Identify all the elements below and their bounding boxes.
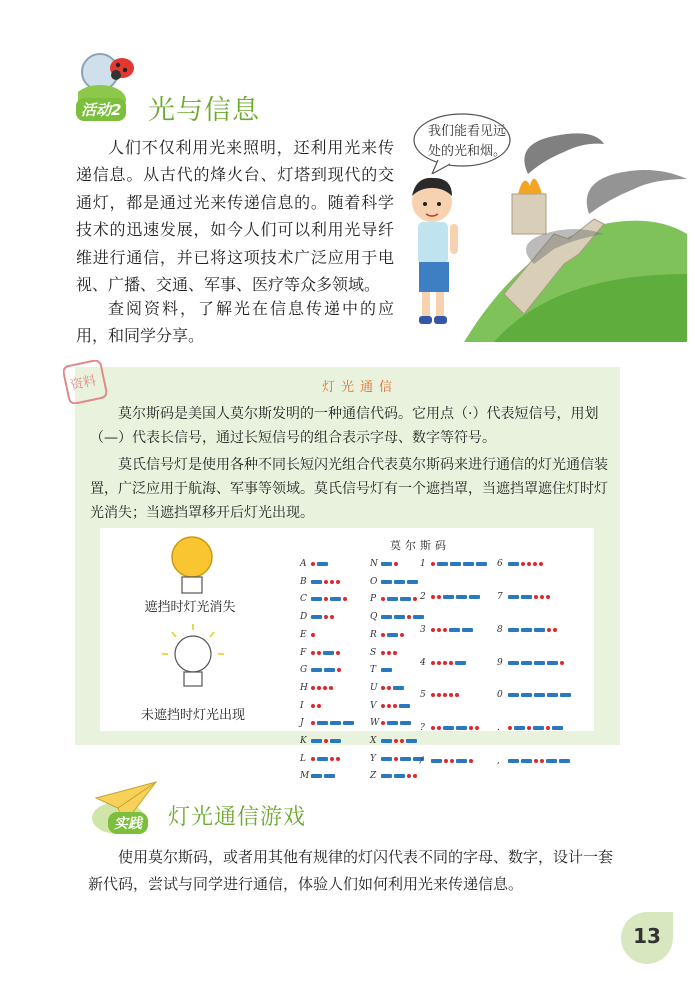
morse-char: H — [300, 682, 308, 693]
morse-dot — [343, 597, 347, 601]
morse-dash — [393, 686, 404, 690]
morse-dot — [469, 726, 473, 730]
morse-dash — [560, 693, 571, 697]
morse-dot — [311, 704, 315, 708]
morse-char: 4 — [420, 657, 426, 668]
morse-dot — [324, 597, 328, 601]
morse-code — [508, 562, 543, 566]
morse-dash — [394, 774, 405, 778]
morse-dash — [394, 615, 405, 619]
morse-char: O — [370, 576, 378, 587]
morse-code — [311, 615, 334, 619]
morse-dot — [324, 580, 328, 584]
morse-dash — [534, 693, 545, 697]
morse-code — [508, 726, 563, 730]
morse-dot — [437, 661, 441, 665]
morse-entry — [300, 751, 340, 767]
activity-paragraph-1: 人们不仅利用光来照明，还利用光来传递信息。从古代的烽火台、灯塔到现代的交通灯，都是通过光来传递信息的。随着科学技术的迅速发展，如今人们可以利用光导纤维进行通信，并已将这项技术广泛应用于电视、广播、交通、军事、医疗等众多领域。 — [76, 138, 394, 295]
morse-code — [381, 686, 404, 690]
lamp-uncovered-icon — [158, 620, 228, 696]
morse-entry — [420, 556, 487, 572]
morse-code — [381, 651, 397, 655]
morse-entry — [300, 645, 340, 661]
morse-char: W — [370, 718, 380, 729]
morse-dash — [317, 757, 328, 761]
morse-entry — [300, 698, 321, 714]
activity-title: 光与信息 — [148, 95, 260, 126]
info-paragraph-1: 莫尔斯码是美国人莫尔斯发明的一种通信代码。它用点（·）代表短信号，用划（—）代表长信号，通过长短信号的组合表示字母、数字等符号。 — [90, 406, 599, 446]
morse-dot — [394, 757, 398, 761]
morse-dash — [552, 726, 563, 730]
morse-dash — [547, 693, 558, 697]
morse-char: / — [420, 756, 424, 767]
morse-char: J — [300, 718, 304, 729]
morse-dot — [387, 704, 391, 708]
morse-dot — [431, 661, 435, 665]
lamp-covered-label: 遮挡时灯光消失 — [144, 600, 236, 615]
morse-entry — [420, 753, 473, 769]
morse-code — [381, 633, 404, 637]
morse-char: E — [300, 629, 307, 640]
morse-dash — [443, 595, 454, 599]
morse-dot — [393, 651, 397, 655]
morse-dash — [521, 595, 532, 599]
morse-dot — [547, 628, 551, 632]
morse-dash — [508, 693, 519, 697]
morse-dot — [381, 721, 385, 725]
morse-dash — [330, 739, 341, 743]
morse-dash — [534, 628, 545, 632]
morse-code — [311, 668, 341, 672]
morse-dot — [533, 562, 537, 566]
morse-dash — [387, 633, 398, 637]
morse-dot — [317, 704, 321, 708]
morse-char: I — [300, 700, 304, 711]
morse-entry — [300, 662, 341, 678]
morse-entry — [370, 627, 404, 643]
morse-entry — [497, 687, 571, 703]
morse-entry — [420, 622, 473, 638]
morse-dot — [329, 686, 333, 690]
morse-dash — [324, 668, 335, 672]
morse-dash — [508, 595, 519, 599]
morse-code — [431, 628, 473, 632]
morse-char: Z — [370, 771, 377, 782]
morse-dash — [463, 562, 474, 566]
morse-dot — [413, 774, 417, 778]
morse-dash — [521, 661, 532, 665]
morse-dash — [330, 721, 341, 725]
morse-dash — [400, 597, 411, 601]
morse-dot — [330, 615, 334, 619]
morse-code — [381, 615, 424, 619]
morse-char: . — [497, 723, 500, 734]
morse-char: V — [370, 700, 377, 711]
morse-entry — [370, 645, 397, 661]
morse-dash — [381, 668, 392, 672]
morse-dot — [553, 628, 557, 632]
morse-dash — [381, 615, 392, 619]
morse-dot — [469, 759, 473, 763]
morse-entry — [370, 733, 417, 749]
morse-char: K — [300, 736, 307, 746]
lamp-covered-icon — [168, 535, 216, 597]
morse-dot — [546, 726, 550, 730]
morse-code — [311, 774, 335, 778]
morse-dash — [462, 628, 473, 632]
morse-char: D — [300, 612, 308, 623]
morse-dot — [311, 562, 315, 566]
morse-char: Y — [370, 753, 376, 764]
morse-dash — [547, 661, 558, 665]
morse-dot — [400, 739, 404, 743]
morse-dot — [387, 686, 391, 690]
practice-title: 灯光通信游戏 — [168, 805, 307, 830]
morse-table-title: 莫尔斯码 — [390, 539, 450, 552]
morse-dot — [381, 704, 385, 708]
morse-code — [508, 661, 564, 665]
morse-dash — [449, 628, 460, 632]
morse-dash — [324, 774, 335, 778]
morse-code — [381, 739, 417, 743]
morse-dot — [455, 693, 459, 697]
morse-code — [381, 721, 411, 725]
morse-code — [311, 757, 340, 761]
morse-dash — [456, 595, 467, 599]
morse-dot — [527, 726, 531, 730]
morse-dot — [381, 651, 385, 655]
morse-dot — [431, 693, 435, 697]
morse-dash — [476, 562, 487, 566]
page-number: 13 — [633, 924, 661, 948]
morse-code — [311, 739, 341, 743]
morse-char: , — [497, 756, 500, 767]
morse-dot — [413, 597, 417, 601]
morse-entry — [300, 680, 333, 696]
morse-dash — [455, 661, 466, 665]
morse-dot — [540, 759, 544, 763]
morse-dash — [521, 759, 532, 763]
morse-dot — [323, 686, 327, 690]
morse-dot — [387, 651, 391, 655]
morse-dot — [450, 759, 454, 763]
morse-char: T — [370, 665, 377, 676]
morse-char: 2 — [420, 591, 426, 602]
morse-dash — [400, 757, 411, 761]
morse-char: L — [300, 753, 306, 764]
morse-entry — [370, 662, 392, 678]
morse-char: S — [370, 647, 377, 658]
morse-dash — [323, 651, 334, 655]
morse-entry — [370, 751, 424, 767]
morse-char: P — [370, 594, 377, 605]
morse-dash — [469, 595, 480, 599]
morse-dash — [400, 721, 411, 725]
morse-dot — [324, 739, 328, 743]
morse-entry — [300, 627, 315, 643]
morse-dot — [431, 595, 435, 599]
morse-dash — [443, 726, 454, 730]
morse-code — [508, 595, 550, 599]
morse-code — [508, 759, 570, 763]
morse-code — [381, 774, 417, 778]
morse-dash — [343, 721, 354, 725]
morse-char: U — [370, 682, 378, 693]
morse-entry — [370, 556, 398, 572]
morse-entry — [300, 715, 354, 731]
morse-dot — [381, 686, 385, 690]
morse-char: Q — [370, 612, 378, 623]
morse-dash — [559, 759, 570, 763]
morse-char: F — [300, 647, 307, 658]
morse-code — [381, 704, 410, 708]
info-stamp-label: 资料 — [69, 373, 98, 394]
morse-code — [431, 595, 480, 599]
morse-entry — [420, 655, 466, 671]
morse-dash — [311, 668, 322, 672]
morse-dot — [336, 651, 340, 655]
morse-code — [311, 704, 321, 708]
morse-dot — [534, 595, 538, 599]
morse-dot — [539, 562, 543, 566]
morse-dash — [521, 693, 532, 697]
morse-dot — [443, 661, 447, 665]
morse-dash — [317, 562, 328, 566]
morse-entry — [300, 733, 341, 749]
morse-dot — [437, 595, 441, 599]
morse-char: M — [300, 771, 310, 782]
morse-dash — [387, 721, 398, 725]
morse-dash — [381, 757, 392, 761]
info-title: 灯光通信 — [321, 380, 398, 395]
morse-dot — [508, 726, 512, 730]
morse-dot — [431, 562, 435, 566]
morse-entry — [497, 589, 550, 605]
morse-entry — [420, 720, 479, 736]
morse-dot — [546, 595, 550, 599]
morse-code — [381, 580, 418, 584]
morse-dot — [330, 757, 334, 761]
morse-dot — [444, 759, 448, 763]
morse-dot — [324, 615, 328, 619]
morse-dash — [533, 726, 544, 730]
morse-code — [311, 686, 333, 690]
morse-dot — [317, 651, 321, 655]
morse-entry — [370, 698, 410, 714]
morse-dash — [394, 580, 405, 584]
morse-dash — [534, 661, 545, 665]
morse-dash — [508, 628, 519, 632]
morse-dot — [443, 693, 447, 697]
morse-dot — [317, 686, 321, 690]
morse-char: G — [300, 665, 308, 676]
morse-dot — [540, 595, 544, 599]
morse-char: X — [370, 736, 377, 746]
morse-dot — [311, 633, 315, 637]
morse-dot — [407, 615, 411, 619]
morse-char: 6 — [497, 559, 503, 569]
morse-dot — [381, 633, 385, 637]
morse-dot — [311, 721, 315, 725]
morse-entry — [497, 655, 564, 671]
speech-bubble-text: 我们能看见远处的光和烟。 — [427, 124, 506, 159]
practice-label: 实践 — [108, 812, 148, 834]
morse-entry — [300, 591, 347, 607]
morse-char: N — [370, 559, 378, 569]
morse-dash — [381, 739, 392, 743]
morse-dot — [431, 726, 435, 730]
morse-dash — [508, 562, 519, 566]
morse-code — [311, 633, 315, 637]
morse-dot — [394, 562, 398, 566]
morse-dash — [406, 739, 417, 743]
morse-dash — [311, 597, 322, 601]
morse-entry — [370, 609, 424, 625]
morse-dot — [330, 580, 334, 584]
morse-entry — [370, 768, 417, 784]
morse-dot — [560, 661, 564, 665]
morse-entry — [300, 609, 334, 625]
morse-dot — [336, 757, 340, 761]
morse-dash — [508, 759, 519, 763]
activity-paragraph-2: 查阅资料，了解光在信息传递中的应用，和同学分享。 — [76, 299, 394, 346]
morse-code — [381, 597, 417, 601]
morse-char: 9 — [497, 657, 503, 668]
morse-char: R — [370, 629, 377, 640]
morse-dot — [400, 633, 404, 637]
morse-dash — [387, 597, 398, 601]
morse-code — [311, 580, 340, 584]
morse-entry — [300, 768, 335, 784]
morse-dot — [431, 628, 435, 632]
morse-dot — [449, 693, 453, 697]
morse-code — [311, 562, 328, 566]
morse-dot — [449, 661, 453, 665]
morse-dash — [407, 580, 418, 584]
morse-dot — [437, 628, 441, 632]
morse-dash — [546, 759, 557, 763]
morse-dot — [337, 668, 341, 672]
morse-char: B — [300, 576, 307, 587]
morse-dash — [311, 739, 322, 743]
morse-code — [431, 759, 473, 763]
morse-dash — [317, 721, 328, 725]
info-paragraph-2: 莫氏信号灯是使用各种不同长短闪光组合代表莫尔斯码来进行通信的灯光通信装置，广泛应用于航海、军事等领域。莫氏信号灯有一个遮挡罩，当遮挡罩遮住灯时灯光消失；当遮挡罩移开后灯光出现。 — [90, 457, 608, 521]
morse-entry — [370, 680, 404, 696]
morse-entry — [370, 574, 418, 590]
morse-dash — [521, 628, 532, 632]
morse-entry — [497, 720, 563, 736]
morse-entry — [497, 556, 543, 572]
morse-code — [508, 693, 571, 697]
morse-entry — [497, 622, 557, 638]
morse-entry — [497, 753, 570, 769]
morse-char: C — [300, 594, 307, 605]
morse-dash — [311, 615, 322, 619]
morse-entry — [420, 589, 480, 605]
morse-dot — [311, 757, 315, 761]
morse-dot — [336, 580, 340, 584]
morse-code — [311, 597, 347, 601]
morse-entry — [300, 574, 340, 590]
morse-entry — [370, 591, 417, 607]
morse-code — [508, 628, 557, 632]
morse-code — [311, 721, 354, 725]
morse-dash — [311, 580, 322, 584]
morse-dash — [413, 615, 424, 619]
morse-dot — [437, 726, 441, 730]
morse-dash — [311, 774, 322, 778]
morse-dash — [508, 661, 519, 665]
morse-code — [381, 668, 392, 672]
morse-char: 0 — [497, 690, 503, 701]
morse-dash — [514, 726, 525, 730]
morse-char: 5 — [420, 690, 426, 701]
morse-dot — [521, 562, 525, 566]
morse-char: 7 — [497, 591, 503, 602]
practice-paragraph: 使用莫尔斯码，或者用其他有规律的灯闪代表不同的字母、数字，设计一套新代码，尝试与同学进行通信，体验人们如何利用光来传递信息。 — [88, 848, 614, 893]
morse-dot — [437, 693, 441, 697]
morse-dash — [456, 759, 467, 763]
morse-dot — [311, 651, 315, 655]
morse-dash — [450, 562, 461, 566]
morse-code — [431, 661, 466, 665]
morse-dash — [381, 580, 392, 584]
morse-dot — [311, 686, 315, 690]
morse-dash — [330, 597, 341, 601]
morse-dot — [394, 739, 398, 743]
morse-code — [431, 693, 459, 697]
morse-char: A — [300, 559, 307, 569]
morse-dash — [399, 704, 410, 708]
morse-dot — [475, 726, 479, 730]
morse-entry — [370, 715, 411, 731]
morse-entry — [420, 687, 459, 703]
activity-label: 活动2 — [76, 98, 126, 121]
lamp-uncovered-label: 未遮挡时灯光出现 — [140, 708, 245, 723]
morse-code — [381, 757, 424, 761]
morse-dash — [431, 759, 442, 763]
morse-dot — [534, 759, 538, 763]
morse-dash — [381, 774, 392, 778]
morse-dash — [456, 726, 467, 730]
morse-code — [431, 726, 479, 730]
morse-dash — [437, 562, 448, 566]
morse-entry — [300, 556, 328, 572]
morse-char: 8 — [497, 624, 503, 635]
morse-char: 1 — [420, 559, 426, 569]
morse-char: ? — [420, 723, 425, 734]
morse-dot — [443, 628, 447, 632]
morse-code — [381, 562, 398, 566]
morse-dash — [381, 562, 392, 566]
morse-dot — [527, 562, 531, 566]
morse-code — [311, 651, 340, 655]
morse-code — [431, 562, 487, 566]
morse-dot — [407, 774, 411, 778]
morse-char: 3 — [420, 624, 426, 635]
morse-dot — [381, 597, 385, 601]
morse-dot — [393, 704, 397, 708]
